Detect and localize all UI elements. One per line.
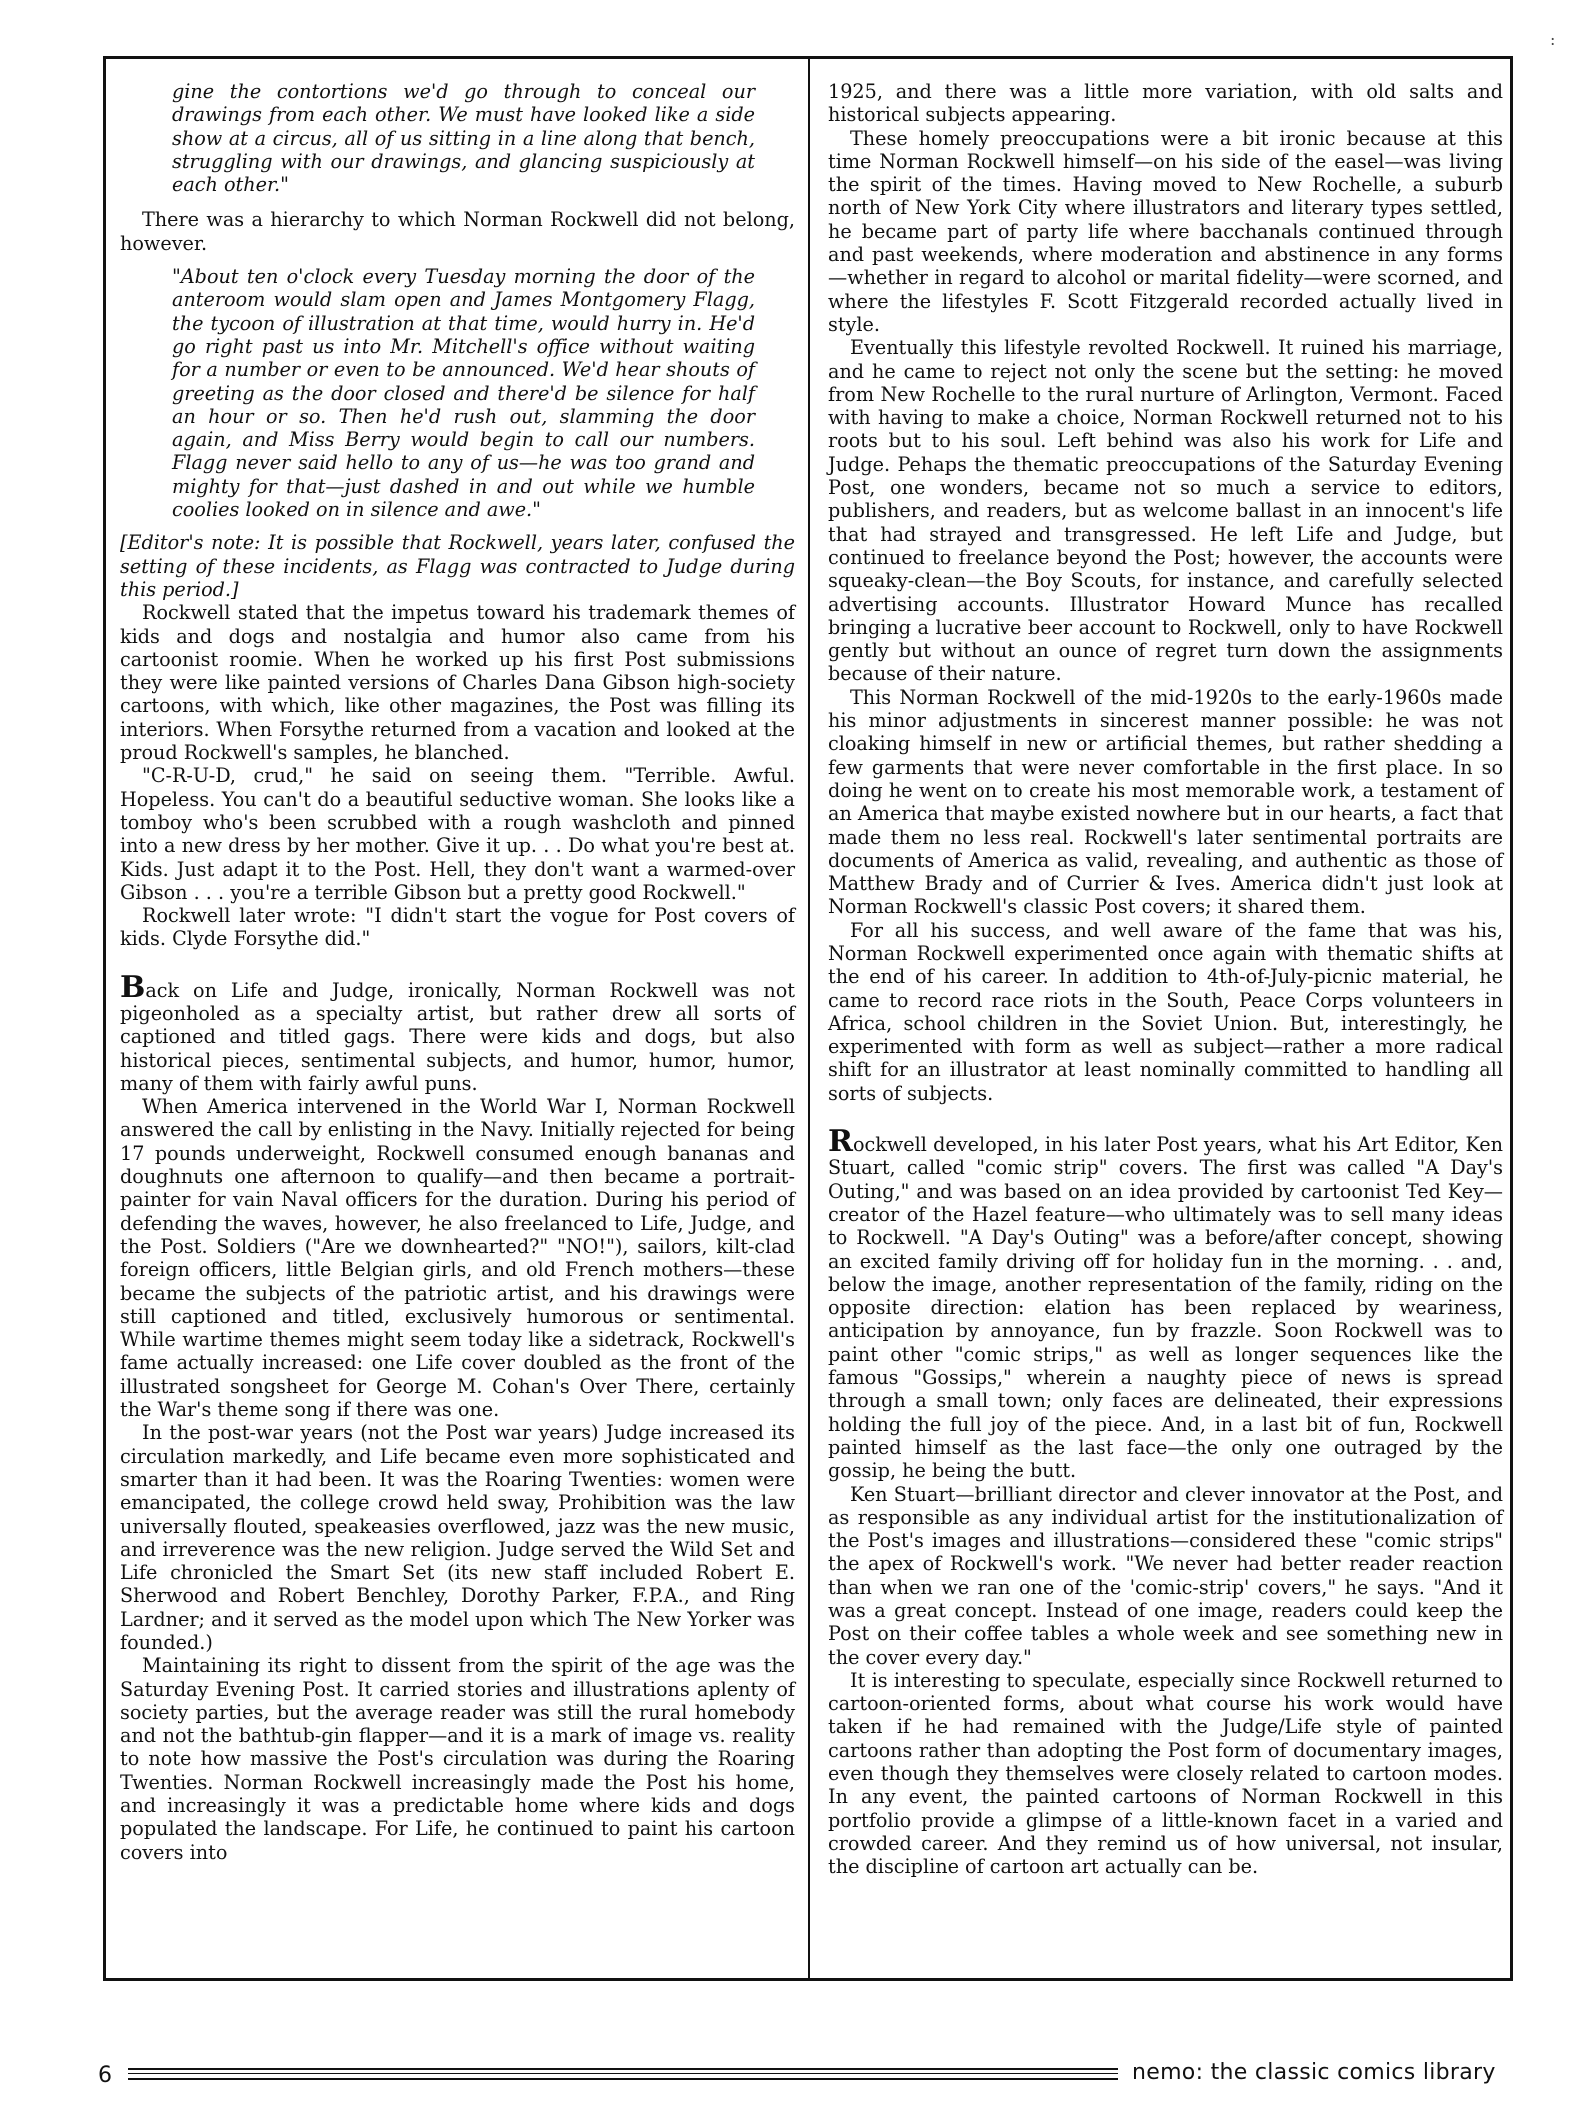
paragraph: In the post-war years (not the Post war years) Judge increased its circulation markedly, and Life became even more sophisticated and smarter than it had been. It was the Roaring Twenties: women were emancipated, the college crowd held sway, Prohibition was the law universally flouted, speakeasies overflowed, jazz was the new music, and irreverence was the new religion. Judge served the Wild Set and Life chronicled the Smart Set (its new staff included Robert E. Sherwood and Robert Benchley, Dorothy Parker, F.P.A., and Ring Lardner; and it served as the model upon which The New Yorker was founded.) <box>120 1421 795 1654</box>
left-column <box>120 80 795 1864</box>
paragraph: "C-R-U-D, crud," he said on seeing them. "Terrible. Awful. Hopeless. You can't do a beautiful seductive woman. She looks like a tomboy who's been scrubbed with a rough washcloth and pinned into a new dress by her mother. Give it up. . . Do what you're best at. Kids. Just adapt it to the Post. Hell, they don't want a warmed-over Gibson . . . you're a terrible Gibson but a pretty good Rockwell." <box>120 764 795 904</box>
section-paragraph <box>828 1124 1503 1483</box>
drop-cap: B <box>120 969 146 1005</box>
drop-cap: R <box>828 1124 853 1160</box>
editors-note: [Editor's note: It is possible that Rockwell, years later, confused the setting of these incidents, as Flagg was contracted to Judge during this period.] <box>120 531 795 601</box>
right-column <box>828 80 1503 1879</box>
paragraph: 1925, and there was a little more variation, with old salts and historical subjects appearing. <box>828 80 1503 127</box>
paragraph: There was a hierarchy to which Norman Rockwell did not belong, however. <box>120 208 795 255</box>
footer-rule <box>128 2068 1118 2080</box>
paragraph: It is interesting to speculate, especially since Rockwell returned to cartoon-oriented forms, about what course his work would have taken if he had remained with the Judge/Life style of painted cartoons rather than adopting the Post form of documentary images, even though they themselves were closely related to cartoon modes. In any event, the painted cartoons of Norman Rockwell in this portfolio provide a glimpse of a little-known facet in a varied and crowded career. And they remind us of how universal, not insular, the discipline of cartoon art actually can be. <box>828 1668 1503 1879</box>
paragraph: These homely preoccupations were a bit ironic because at this time Norman Rockwell himself—on his side of the easel—was living the spirit of the times. Having moved to New Rochelle, a suburb north of New York City where illustrators and literary types settled, he became part of party life where bacchanals continued through and past weekends, where moderation and abstinence in any forms—whether in regard to alcohol or marital fidelity—were scorned, and where the lifestyles F. Scott Fitzgerald recorded actually lived in style. <box>828 126 1503 336</box>
paragraph: Rockwell stated that the impetus toward his trademark themes of kids and dogs and nostalgia and humor also came from his cartoonist roomie. When he worked up his first Post submissions they were like painted versions of Charles Dana Gibson high-society cartoons, with which, like other magazines, the Post was filling its interiors. When Forsythe returned from a vacation and looked at the proud Rockwell's samples, he blanched. <box>120 601 795 765</box>
paragraph: Rockwell later wrote: "I didn't start the vogue for Post covers of kids. Clyde Forsythe did." <box>120 904 795 951</box>
paragraph: For all his success, and well aware of the fame that was his, Norman Rockwell experimented once again with thematic shifts at the end of his career. In addition to 4th-of-July-picnic material, he came to record race riots in the South, Peace Corps volunteers in Africa, school children in the Soviet Union. But, interestingly, he experimented with form as well as subject—rather a more radical shift for an illustrator at least nominally committed to handling all sorts of subjects. <box>828 918 1503 1105</box>
paragraph: When America intervened in the World War I, Norman Rockwell answered the call by enlisting in the Navy. Initially rejected for being 17 pounds underweight, Rockwell consumed enough bananas and doughnuts one afternoon to qualify—and then became a portrait-painter for vain Naval officers for the duration. During his period of defending the waves, however, he also freelanced to Life, Judge, and the Post. Soldiers ("Are we downhearted?" "NO!"), sailors, kilt-clad foreign officers, little Belgian girls, and old French mothers—these became the subjects of the patriotic artist, and his drawings were still captioned and titled, exclusively humorous or sentimental. While wartime themes might seem today like a sidetrack, Rockwell's fame actually increased: one Life cover doubled as the front of the illustrated songsheet for George M. Cohan's Over There, certainly the War's theme song if there was one. <box>120 1095 795 1422</box>
block-quote: gine the contortions we'd go through to conceal our drawings from each other. We must have looked like a side show at a circus, all of us sitting in a line along that bench, struggling with our drawings, and glancing suspiciously at each other." <box>172 80 755 197</box>
paragraph-text: ockwell developed, in his later Post years, what his Art Editor, Ken Stuart, called "comic strip" covers. The first was called "A Day's Outing," and was based on an idea provided by cartoonist Ted Key—creator of the Hazel feature—who ultimately was to sell many ideas to Rockwell. "A Day's Outing" was a before/after concept, showing an excited family driving off for holiday fun in the morning. . . and, below the image, another representation of the family, riding on the opposite direction: elation has been replaced by weariness, anticipation by annoyance, fun by frazzle. Soon Rockwell was to paint other "comic strips," as well as longer sequences like the famous "Gossips," wherein a naughty piece of news is spread through a small town; only faces are delineated, their expressions holding the full joy of the piece. And, in a last bit of fun, Rockwell painted himself as the last face—the only one outraged by the gossip, he being the butt. <box>828 1133 1503 1483</box>
column-divider <box>808 56 810 1981</box>
section-paragraph <box>120 969 795 1095</box>
paragraph: Eventually this lifestyle revolted Rockwell. It ruined his marriage, and he came to reject not only the scene but the setting: he moved from New Rochelle to the rural nurture of Arlington, Vermont. Faced with having to make a choice, Norman Rockwell returned not to his roots but to his soul. Left behind was also his work for Life and Judge. Pehaps the thematic preoccupations of the Saturday Evening Post, one wonders, became not so much a service to editors, publishers, and readers, but as welcome ballast in an innocent's life that had strayed and transgressed. He left Life and Judge, but continued to freelance beyond the Post; however, the accounts were squeaky-clean—the Boy Scouts, for instance, and carefully selected advertising accounts. Illustrator Howard Munce has recalled bringing a lucrative beer account to Rockwell, only to have Rockwell gently but without an ounce of regret turn down the assignments because of their nature. <box>828 336 1503 686</box>
paragraph-text: ack on Life and Judge, ironically, Norman Rockwell was not pigeonholed as a specialty artist, but rather drew all sorts of captioned and titled gags. There were kids and dogs, but also historical pieces, sentimental subjects, and humor, humor, humor, many of them with fairly awful puns. <box>120 978 795 1095</box>
page-number: 6 <box>98 2063 112 2088</box>
paragraph: Ken Stuart—brilliant director and clever innovator at the Post, and as responsible as any individual artist for the institutionalization of the Post's images and illustrations—considered these "comic strips" the apex of Rockwell's work. "We never had better reader reaction than when we ran one of the 'comic-strip' covers," he says. "And it was a great concept. Instead of one image, readers could keep the Post on their coffee tables a whole week and see something new in the cover every day." <box>828 1482 1503 1669</box>
block-quote: "About ten o'clock every Tuesday morning the door of the anteroom would slam open and James Montgomery Flagg, the tycoon of illustration at that time, would hurry in. He'd go right past us into Mr. Mitchell's office without waiting for a number or even to be announced. We'd hear shouts of greeting as the door closed and there'd be silence for half an hour or so. Then he'd rush out, slamming the door again, and Miss Berry would begin to call our numbers. Flagg never said hello to any of us—he was too grand and mighty for that—just dashed in and out while we humble coolies looked on in silence and awe." <box>172 265 755 522</box>
paragraph: Maintaining its right to dissent from the spirit of the age was the Saturday Evening Post. It carried stories and illustrations aplenty of society parties, but the average reader was still the rural homebody and not the bathtub-gin flapper—and it is a mark of image vs. reality to note how massive the Post's circulation was during the Roaring Twenties. Norman Rockwell increasingly made the Post his home, and increasingly it was a predictable home where kids and dogs populated the landscape. For Life, he continued to paint his cartoon covers into <box>120 1654 795 1864</box>
corner-mark: : <box>1550 30 1556 49</box>
paragraph: This Norman Rockwell of the mid-1920s to the early-1960s made his minor adjustments in sincerest manner possible: he was not cloaking himself in new or artificial themes, but rather shedding a few garments that were never comfortable in the first place. In so doing he went on to create his most memorable work, a testament of an America that maybe existed nowhere but in our hearts, a fact that made them no less real. Rockwell's later sentimental portraits are documents of America as valid, revealing, and authentic as those of Matthew Brady and of Currier & Ives. America didn't just look at Norman Rockwell's classic Post covers; it shared them. <box>828 685 1503 919</box>
publication-title: nemo: the classic comics library <box>1132 2060 1496 2085</box>
